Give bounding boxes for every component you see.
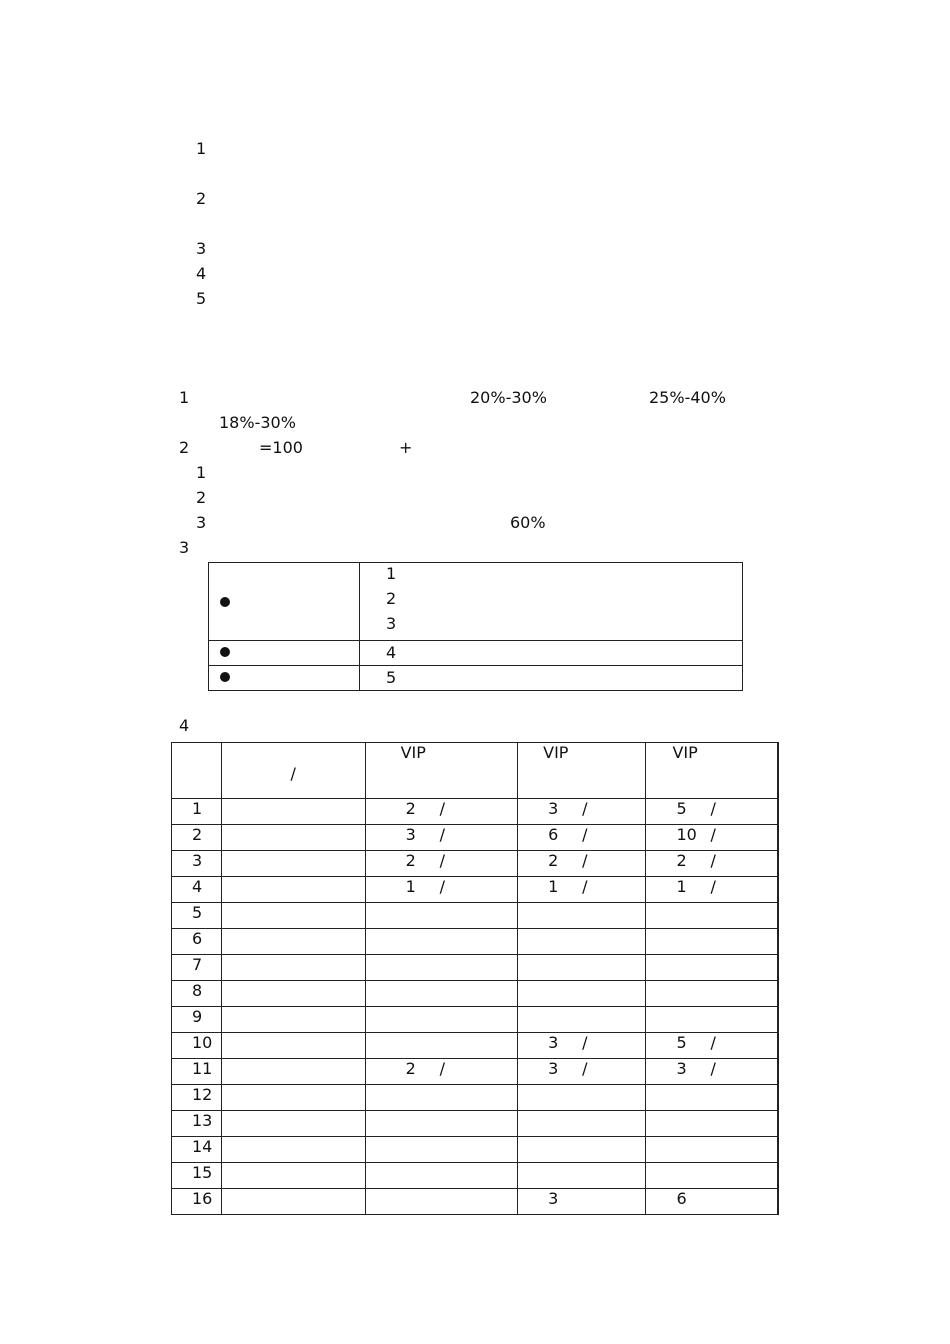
table-row	[172, 1007, 779, 1033]
slash: /	[710, 799, 716, 818]
section1-number: 1	[179, 388, 190, 407]
quantity: 3	[548, 1033, 559, 1052]
row-v3-cell	[646, 903, 778, 929]
row-v3-cell	[646, 825, 778, 851]
row-v2-cell	[518, 981, 646, 1007]
quantity: 1	[676, 877, 687, 896]
section3-row-2-item: 4	[386, 643, 397, 662]
row-v2-cell	[518, 903, 646, 929]
row-v3-cell	[646, 1033, 778, 1059]
section4-number: 4	[179, 716, 190, 735]
quantity: 3	[548, 1059, 559, 1078]
section4-table	[171, 742, 779, 1215]
row-v1-cell	[365, 1111, 518, 1137]
row-v3-cell	[646, 1189, 778, 1215]
section3-row-3	[209, 666, 743, 691]
slash: /	[710, 1033, 716, 1052]
slash: /	[710, 877, 716, 896]
section3-row-1-item-3: 3	[386, 614, 397, 633]
row-v2-cell	[518, 877, 646, 903]
table-row	[172, 1033, 779, 1059]
slash: /	[439, 825, 445, 844]
row-v2-cell	[518, 851, 646, 877]
quantity: 3	[405, 825, 416, 844]
section3-row-2	[209, 641, 743, 666]
slash: /	[710, 851, 716, 870]
table-row	[172, 825, 779, 851]
row-name	[221, 955, 365, 981]
quantity: 6	[548, 825, 559, 844]
header-vip-1: VIP	[365, 743, 518, 799]
table-row	[172, 929, 779, 955]
row-number: 4	[172, 877, 222, 903]
row-v3-cell	[646, 1007, 778, 1033]
row-v2-cell	[518, 1059, 646, 1085]
row-v2-cell	[518, 955, 646, 981]
top-list-item-1: 1	[196, 139, 207, 158]
slash: /	[582, 1059, 588, 1078]
table-row	[172, 981, 779, 1007]
slash: /	[710, 825, 716, 844]
row-v1-cell	[365, 981, 518, 1007]
top-list-item-3: 3	[196, 239, 207, 258]
quantity: 2	[548, 851, 559, 870]
row-v1-cell	[365, 929, 518, 955]
slash: /	[582, 851, 588, 870]
quantity: 1	[405, 877, 416, 896]
row-number: 10	[172, 1033, 222, 1059]
top-list-item-4: 4	[196, 264, 207, 283]
row-v3-cell	[646, 955, 778, 981]
quantity: 6	[676, 1189, 687, 1208]
row-name	[221, 877, 365, 903]
table-row	[172, 877, 779, 903]
row-number: 5	[172, 903, 222, 929]
row-v3-cell	[646, 1059, 778, 1085]
row-name	[221, 825, 365, 851]
slash: /	[439, 877, 445, 896]
row-number: 12	[172, 1085, 222, 1111]
slash: /	[710, 1059, 716, 1078]
row-v3-cell	[646, 1137, 778, 1163]
row-name	[221, 851, 365, 877]
header-vip-3: VIP	[646, 743, 778, 799]
row-v1-cell	[365, 1137, 518, 1163]
bullet-icon	[220, 597, 230, 607]
quantity: 2	[676, 851, 687, 870]
quantity: 2	[405, 799, 416, 818]
slash: /	[439, 851, 445, 870]
row-v2-cell	[518, 799, 646, 825]
row-v1-cell	[365, 1007, 518, 1033]
slash: /	[582, 825, 588, 844]
row-v1-cell	[365, 1033, 518, 1059]
slash: /	[582, 799, 588, 818]
row-v1-cell	[365, 851, 518, 877]
row-v1-cell	[365, 1163, 518, 1189]
table-row	[172, 1085, 779, 1111]
quantity: 2	[405, 851, 416, 870]
section2-equation: =100	[259, 438, 303, 457]
top-list-item-2: 2	[196, 189, 207, 208]
table-row	[172, 955, 779, 981]
row-v3-cell	[646, 851, 778, 877]
section2-item-2: 2	[196, 488, 207, 507]
section2-number: 2	[179, 438, 190, 457]
row-v2-cell	[518, 1111, 646, 1137]
row-v2-cell	[518, 825, 646, 851]
table-row	[172, 1111, 779, 1137]
row-number: 16	[172, 1189, 222, 1215]
table-row	[172, 1189, 779, 1215]
row-name	[221, 1007, 365, 1033]
quantity: 3	[676, 1059, 687, 1078]
row-name	[221, 1137, 365, 1163]
row-number: 8	[172, 981, 222, 1007]
row-name	[221, 981, 365, 1007]
section2-pct: 60%	[510, 513, 546, 532]
row-v1-cell	[365, 799, 518, 825]
row-name	[221, 1033, 365, 1059]
row-name	[221, 799, 365, 825]
section3-table	[208, 562, 743, 691]
row-name	[221, 1085, 365, 1111]
row-name	[221, 903, 365, 929]
row-name	[221, 929, 365, 955]
section3-row-1-item-2: 2	[386, 589, 397, 608]
table-row	[172, 903, 779, 929]
row-v3-cell	[646, 1111, 778, 1137]
table-row	[172, 1163, 779, 1189]
section3-row-3-item: 5	[386, 668, 397, 687]
row-number: 11	[172, 1059, 222, 1085]
quantity: 3	[548, 1189, 559, 1208]
header-vip-2: VIP	[518, 743, 646, 799]
table-row	[172, 799, 779, 825]
row-v1-cell	[365, 1189, 518, 1215]
row-number: 7	[172, 955, 222, 981]
row-name	[221, 1059, 365, 1085]
row-name	[221, 1163, 365, 1189]
row-v1-cell	[365, 877, 518, 903]
row-v3-cell	[646, 799, 778, 825]
row-number: 13	[172, 1111, 222, 1137]
row-v3-cell	[646, 877, 778, 903]
section1-pct-a: 20%-30%	[470, 388, 547, 407]
section3-row-1	[209, 563, 743, 641]
row-v2-cell	[518, 1137, 646, 1163]
row-number: 3	[172, 851, 222, 877]
quantity: 10	[676, 825, 697, 844]
row-v1-cell	[365, 903, 518, 929]
quantity: 2	[405, 1059, 416, 1078]
section2-item-3: 3	[196, 513, 207, 532]
row-v2-cell	[518, 1163, 646, 1189]
row-v1-cell	[365, 1085, 518, 1111]
slash: /	[439, 799, 445, 818]
slash: /	[439, 1059, 445, 1078]
row-v3-cell	[646, 1163, 778, 1189]
quantity: 1	[548, 877, 559, 896]
top-list-item-5: 5	[196, 289, 207, 308]
section4-header-row	[172, 743, 779, 799]
row-name	[221, 1111, 365, 1137]
bullet-icon	[220, 647, 230, 657]
row-v2-cell	[518, 1007, 646, 1033]
row-v1-cell	[365, 955, 518, 981]
quantity: 5	[676, 1033, 687, 1052]
row-number: 14	[172, 1137, 222, 1163]
row-v1-cell	[365, 1059, 518, 1085]
row-number: 15	[172, 1163, 222, 1189]
table-row	[172, 1059, 779, 1085]
row-number: 9	[172, 1007, 222, 1033]
row-v2-cell	[518, 929, 646, 955]
header-name: /	[221, 743, 365, 799]
row-number: 6	[172, 929, 222, 955]
row-number: 1	[172, 799, 222, 825]
row-number: 2	[172, 825, 222, 851]
table-row	[172, 1137, 779, 1163]
section3-row-1-item-1: 1	[386, 564, 397, 583]
section2-item-1: 1	[196, 463, 207, 482]
row-v2-cell	[518, 1033, 646, 1059]
row-v3-cell	[646, 929, 778, 955]
bullet-icon	[220, 672, 230, 682]
row-v2-cell	[518, 1189, 646, 1215]
slash: /	[582, 1033, 588, 1052]
section1-pct-b: 25%-40%	[649, 388, 726, 407]
row-v1-cell	[365, 825, 518, 851]
row-v3-cell	[646, 981, 778, 1007]
row-v2-cell	[518, 1085, 646, 1111]
slash: /	[582, 877, 588, 896]
table-row	[172, 851, 779, 877]
row-v3-cell	[646, 1085, 778, 1111]
quantity: 3	[548, 799, 559, 818]
section3-number: 3	[179, 538, 190, 557]
section1-pct-c: 18%-30%	[219, 413, 296, 432]
quantity: 5	[676, 799, 687, 818]
section2-plus: +	[399, 438, 413, 457]
row-name	[221, 1189, 365, 1215]
